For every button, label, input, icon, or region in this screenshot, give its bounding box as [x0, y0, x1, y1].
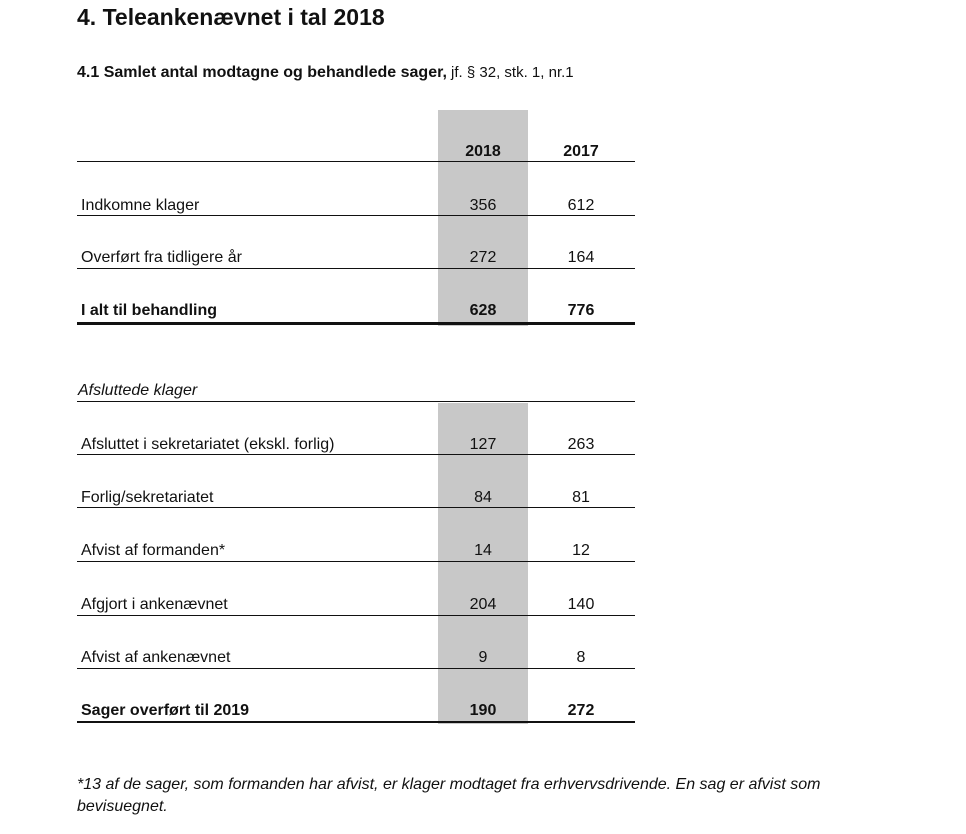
- row-label: Indkomne klager: [81, 197, 200, 214]
- row-label: Afsluttet i sekretariatet (ekskl. forlig): [81, 436, 335, 453]
- carried-over-value-2017: 272: [567, 702, 595, 719]
- table-title-main: 4.1 Samlet antal modtagne og behandlede sager,: [77, 64, 447, 81]
- row-divider: [77, 507, 635, 508]
- row-value-2017: 81: [572, 489, 590, 506]
- row-divider: [77, 454, 635, 455]
- total-label: I alt til behandling: [81, 302, 217, 319]
- row-value-2017: 12: [572, 542, 590, 559]
- closed-heading: Afsluttede klager: [78, 382, 198, 399]
- carried-over-label: Sager overført til 2019: [81, 702, 250, 719]
- row-label: Overført fra tidligere år: [81, 249, 242, 266]
- row-value-2018: 356: [469, 197, 497, 214]
- table-title: [77, 64, 574, 82]
- column-header-2018: 2018: [465, 143, 501, 160]
- row-value-2017: 612: [567, 197, 595, 214]
- footnote: *13 af de sager, som formanden har afvist, er klager modtaget fra erhvervsdrivende. En sag er afvist som bevisuegnet.: [77, 776, 821, 815]
- row-value-2018: 272: [469, 249, 497, 266]
- row-divider: [77, 561, 635, 562]
- table-title-reference: jf. § 32, stk. 1, nr.1: [446, 64, 574, 81]
- row-value-2017: 140: [567, 596, 595, 613]
- row-divider: [77, 615, 635, 616]
- row-label: Afgjort i ankenævnet: [81, 596, 228, 613]
- row-label: Afvist af ankenævnet: [81, 649, 231, 666]
- column-header-2017: 2017: [563, 143, 599, 160]
- table-bottom-rule: [77, 721, 635, 723]
- row-value-2018: 204: [469, 596, 497, 613]
- row-value-2018: 127: [469, 436, 497, 453]
- row-value-2017: 8: [576, 649, 586, 666]
- row-divider: [77, 268, 635, 269]
- carried-over-value-2018: 190: [469, 702, 497, 719]
- total-value-2018: 628: [469, 302, 497, 319]
- row-label: Forlig/sekretariatet: [81, 489, 214, 506]
- total-divider: [77, 322, 635, 325]
- row-divider: [77, 668, 635, 669]
- row-value-2018: 84: [474, 489, 492, 506]
- row-label: Afvist af formanden*: [81, 542, 226, 559]
- header-divider: [77, 161, 635, 162]
- total-value-2017: 776: [567, 302, 595, 319]
- row-value-2018: 14: [474, 542, 492, 559]
- row-divider: [77, 215, 635, 216]
- section-title: 4. Teleankenævnet i tal 2018: [77, 4, 385, 30]
- row-value-2017: 263: [567, 436, 595, 453]
- row-value-2017: 164: [567, 249, 595, 266]
- row-value-2018: 9: [478, 649, 488, 666]
- closed-heading-divider: [77, 401, 635, 402]
